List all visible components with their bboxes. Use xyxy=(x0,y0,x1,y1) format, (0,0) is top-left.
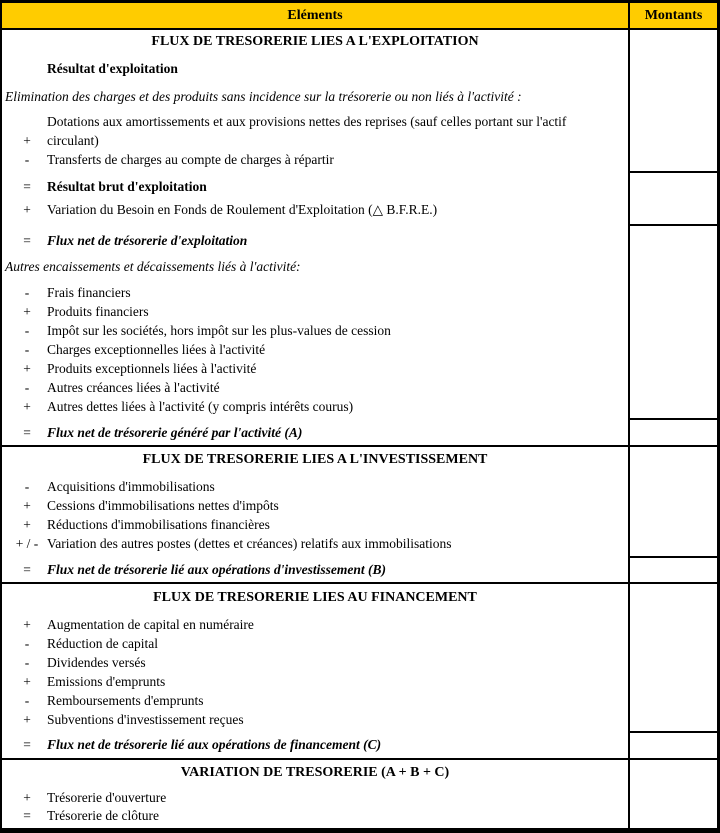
section-divider-investissement xyxy=(2,445,717,447)
row-sign: = xyxy=(23,179,31,194)
row-sign: = xyxy=(23,233,31,248)
row-label: Trésorerie de clôture xyxy=(47,808,159,823)
montants-divider-5 xyxy=(628,731,717,733)
row-label: Flux net de trésorerie lié aux opérations d'investissement (B) xyxy=(47,562,387,577)
row-tresorerie-ouverture xyxy=(2,788,628,807)
row-label: Résultat brut d'exploitation xyxy=(47,179,207,194)
row-sign: + xyxy=(23,517,31,532)
row-sign: + xyxy=(23,133,31,148)
row-sign: - xyxy=(24,152,30,167)
row-impot-societes xyxy=(2,321,628,340)
row-label: Augmentation de capital en numéraire xyxy=(47,617,254,632)
row-reductions-immobilisations xyxy=(2,515,628,534)
column-header-elements: Eléments xyxy=(287,8,343,23)
row-resultat-brut xyxy=(2,177,628,196)
montants-divider-3 xyxy=(628,418,717,420)
row-label: Acquisitions d'immobilisations xyxy=(47,479,215,494)
row-label: Réduction de capital xyxy=(47,636,158,651)
row-emissions-emprunts xyxy=(2,672,628,691)
row-label: Cessions d'immobilisations nettes d'impôts xyxy=(47,498,279,513)
row-sign: + xyxy=(23,712,31,727)
row-autres-creances xyxy=(2,378,628,397)
row-acquisitions-immobilisations xyxy=(2,477,628,496)
row-label: Résultat d'exploitation xyxy=(47,61,178,76)
row-sign: - xyxy=(24,285,30,300)
header-divider xyxy=(2,28,717,30)
row-sign: = xyxy=(23,737,31,752)
section-divider-variation xyxy=(2,758,717,760)
row-label: Remboursements d'emprunts xyxy=(47,693,204,708)
row-sign: + xyxy=(23,202,31,217)
row-flux-net-financement-c xyxy=(2,735,628,754)
row-produits-financiers xyxy=(2,302,628,321)
row-reduction-capital xyxy=(2,634,628,653)
row-sign: - xyxy=(24,380,30,395)
montants-cell-7 xyxy=(630,584,717,731)
row-resultat-exploitation xyxy=(2,59,628,78)
row-sign: - xyxy=(24,479,30,494)
row-sign: + xyxy=(23,361,31,376)
row-label: Flux net de trésorerie lié aux opérations de financement (C) xyxy=(47,737,382,752)
montants-cell-1 xyxy=(630,30,717,171)
row-sign: - xyxy=(24,693,30,708)
row-label: Produits financiers xyxy=(47,304,149,319)
row-label: Variation des autres postes (dettes et créances) relatifs aux immobilisations xyxy=(47,536,452,551)
row-label: Charges exceptionnelles liées à l'activité xyxy=(47,342,266,357)
montants-cell-6 xyxy=(630,558,717,582)
row-sign: - xyxy=(24,342,30,357)
column-divider xyxy=(628,3,630,828)
row-tresorerie-cloture xyxy=(2,806,628,825)
column-header-montants: Montants xyxy=(644,8,703,23)
row-elimination-note xyxy=(2,87,628,106)
row-sign: - xyxy=(24,323,30,338)
section-title-financement: FLUX DE TRESORERIE LIES AU FINANCEMENT xyxy=(153,590,477,605)
section-title-exploitation: FLUX DE TRESORERIE LIES A L'EXPLOITATION xyxy=(151,34,479,49)
row-variation-autres-postes xyxy=(2,534,628,553)
row-label: Frais financiers xyxy=(47,285,131,300)
row-augmentation-capital xyxy=(2,615,628,634)
row-sign: + xyxy=(23,498,31,513)
row-remboursements-emprunts xyxy=(2,691,628,710)
section-title-investissement: FLUX DE TRESORERIE LIES A L'INVESTISSEMENT xyxy=(142,452,488,467)
section-divider-financement xyxy=(2,582,717,584)
row-label: Flux net de trésorerie généré par l'activité (A) xyxy=(47,425,303,440)
row-label: Réductions d'immobilisations financières xyxy=(47,517,270,532)
row-charges-exceptionnelles xyxy=(2,340,628,359)
row-label: Autres encaissements et décaissements liés à l'activité: xyxy=(5,259,301,274)
row-sign: + xyxy=(23,790,31,805)
row-variation-bfre xyxy=(2,200,628,219)
row-sign: + xyxy=(23,304,31,319)
montants-divider-4 xyxy=(628,556,717,558)
montants-cell-2 xyxy=(630,173,717,224)
montants-cell-8 xyxy=(630,733,717,758)
montants-divider-1 xyxy=(628,171,717,173)
row-dotations-amortissements xyxy=(2,112,628,150)
row-label: Emissions d'emprunts xyxy=(47,674,166,689)
row-label: Impôt sur les sociétés, hors impôt sur les plus-values de cession xyxy=(47,323,391,338)
row-label: Subventions d'investissement reçues xyxy=(47,712,244,727)
montants-cell-4 xyxy=(630,420,717,445)
row-transferts-charges xyxy=(2,150,628,169)
row-autres-dettes xyxy=(2,397,628,416)
row-sign: + / - xyxy=(15,536,39,551)
row-cessions-immobilisations xyxy=(2,496,628,515)
montants-cell-3 xyxy=(630,226,717,418)
row-label: Autres dettes liées à l'activité (y compris intérêts courus) xyxy=(47,399,354,414)
row-autres-encaissements-note xyxy=(2,257,628,276)
row-sign: = xyxy=(23,562,31,577)
row-label: Elimination des charges et des produits sans incidence sur la trésorerie ou non liés à l'activité : xyxy=(5,89,522,104)
row-flux-net-exploitation xyxy=(2,231,628,250)
row-label: Flux net de trésorerie d'exploitation xyxy=(47,233,248,248)
row-subventions-investissement xyxy=(2,710,628,729)
row-label: Autres créances liées à l'activité xyxy=(47,380,220,395)
row-sign: - xyxy=(24,655,30,670)
row-flux-net-investissement-b xyxy=(2,560,628,579)
row-sign: = xyxy=(23,808,31,823)
row-label: Produits exceptionnels liées à l'activité xyxy=(47,361,257,376)
row-sign: + xyxy=(23,674,31,689)
row-label: Variation du Besoin en Fonds de Roulement d'Exploitation (△ B.F.R.E.) xyxy=(47,202,438,217)
row-label: Transferts de charges au compte de charges à répartir xyxy=(47,152,334,167)
row-flux-net-activite-a xyxy=(2,423,628,442)
row-frais-financiers xyxy=(2,283,628,302)
row-sign: - xyxy=(24,636,30,651)
section-title-variation: VARIATION DE TRESORERIE (A + B + C) xyxy=(180,765,450,780)
row-sign: + xyxy=(23,399,31,414)
row-produits-exceptionnels xyxy=(2,359,628,378)
row-dividendes-verses xyxy=(2,653,628,672)
montants-cell-5 xyxy=(630,447,717,556)
row-label: Dotations aux amortissements et aux provisions nettes des reprises (sauf celles portant sur l'actif circulant) xyxy=(47,114,567,148)
montants-cell-9 xyxy=(630,760,717,828)
row-label: Dividendes versés xyxy=(47,655,146,670)
montants-divider-2 xyxy=(628,224,717,226)
row-label: Trésorerie d'ouverture xyxy=(47,790,167,805)
row-sign: = xyxy=(23,425,31,440)
row-sign: + xyxy=(23,617,31,632)
